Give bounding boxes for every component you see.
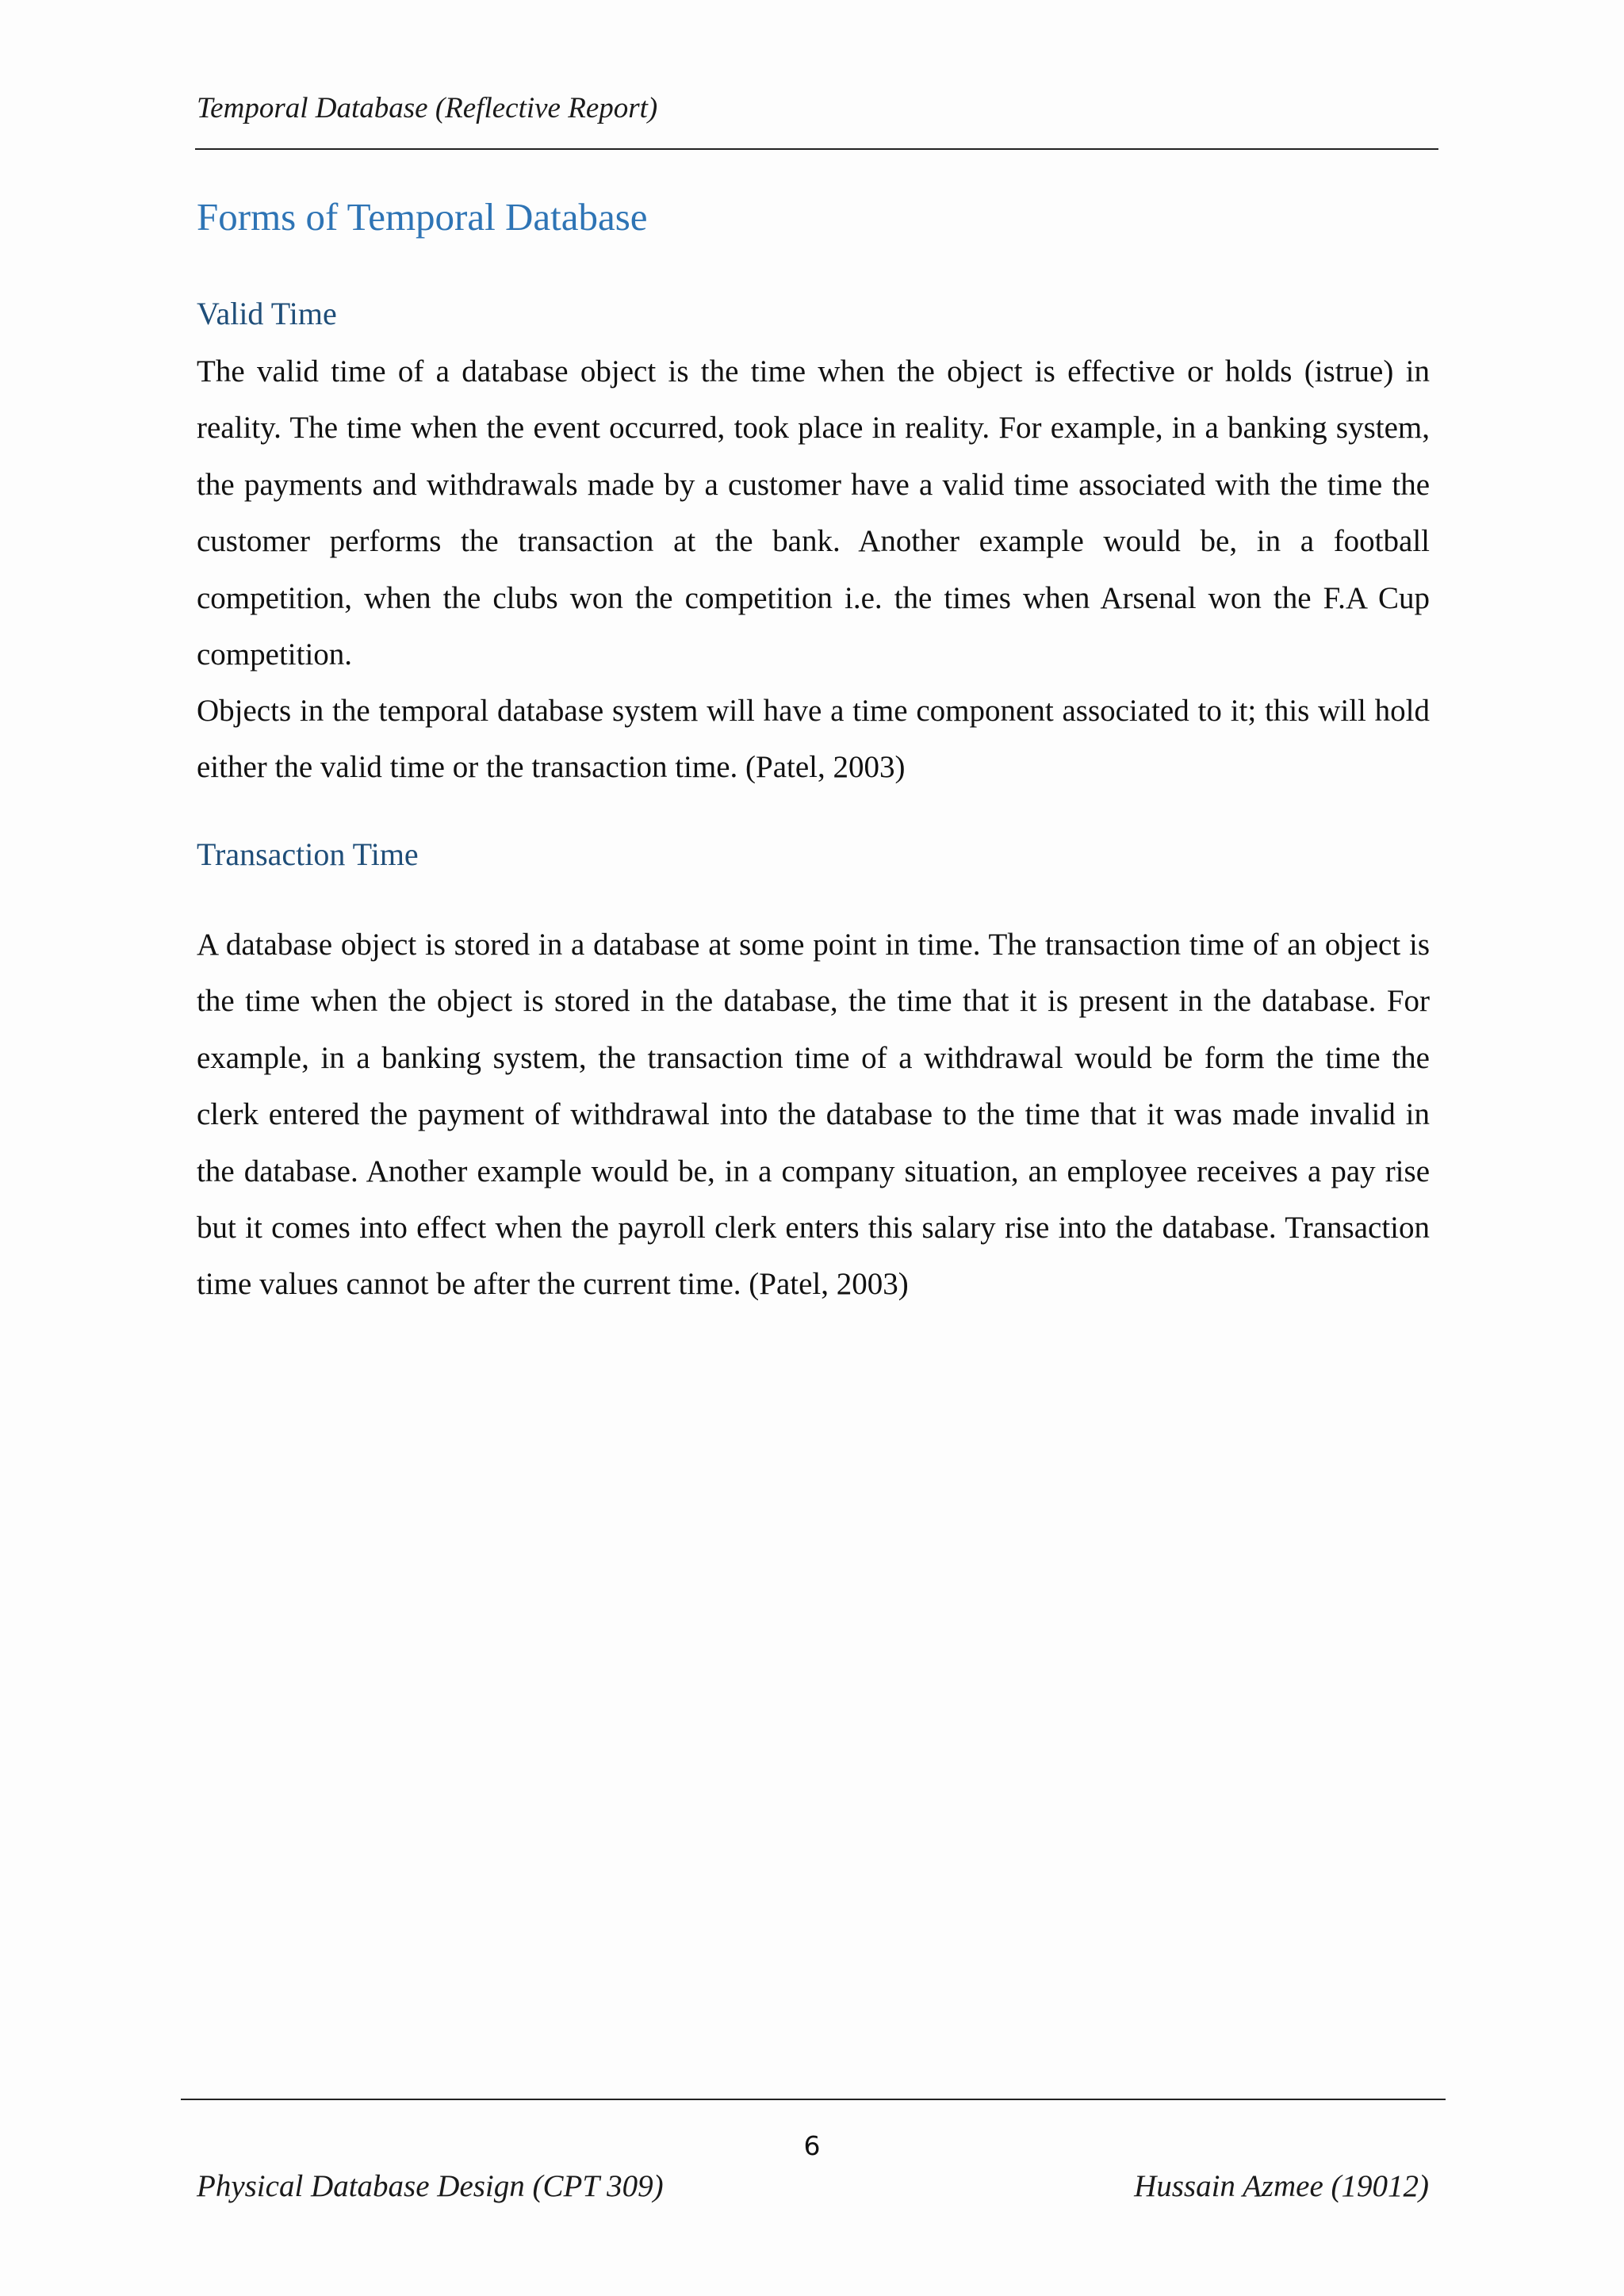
transaction-time-heading: Transaction Time [197,836,419,872]
section-heading: Forms of Temporal Database [197,195,648,239]
page-number: 6 [803,2130,821,2161]
valid-time-paragraph-2: Objects in the temporal database system will have a time component associated to it; this will hold either the valid time or the transaction time. (Patel, 2003) [197,694,1430,785]
footer-divider [181,2099,1446,2100]
footer-course-title: Physical Database Design (CPT 309) [197,2169,664,2203]
running-header: Temporal Database (Reflective Report) [197,92,658,124]
transaction-time-paragraph: A database object is stored in a database at some point in time. The transaction time of an object is the time when the object is stored in the database, the time that it is present in the database. For example, in a banking system, the transaction time of a withdrawal would be form the time the clerk entered the payment of withdrawal into the database to the time that it was made invalid in the database. Another example would be, in a company situation, an employee receives a pay rise but it comes into effect when the payroll clerk enters this salary rise into the database. Transaction time values cannot be after the current time. (Patel, 2003) [197,928,1430,1302]
valid-time-heading: Valid Time [197,296,337,331]
header-divider [195,148,1438,150]
valid-time-paragraph-1: The valid time of a database object is the time when the object is effective or holds (istrue) in reality. The time when the event occurred, took place in reality. For example, in a banking system, the payments and withdrawals made by a customer have a valid time associated with the time the customer performs the transaction at the bank. Another example would be, in a football competition, when the clubs won the competition i.e. the times when Arsenal won the F.A Cup competition. [197,354,1430,672]
footer-author: Hussain Azmee (19012) [1134,2169,1429,2203]
